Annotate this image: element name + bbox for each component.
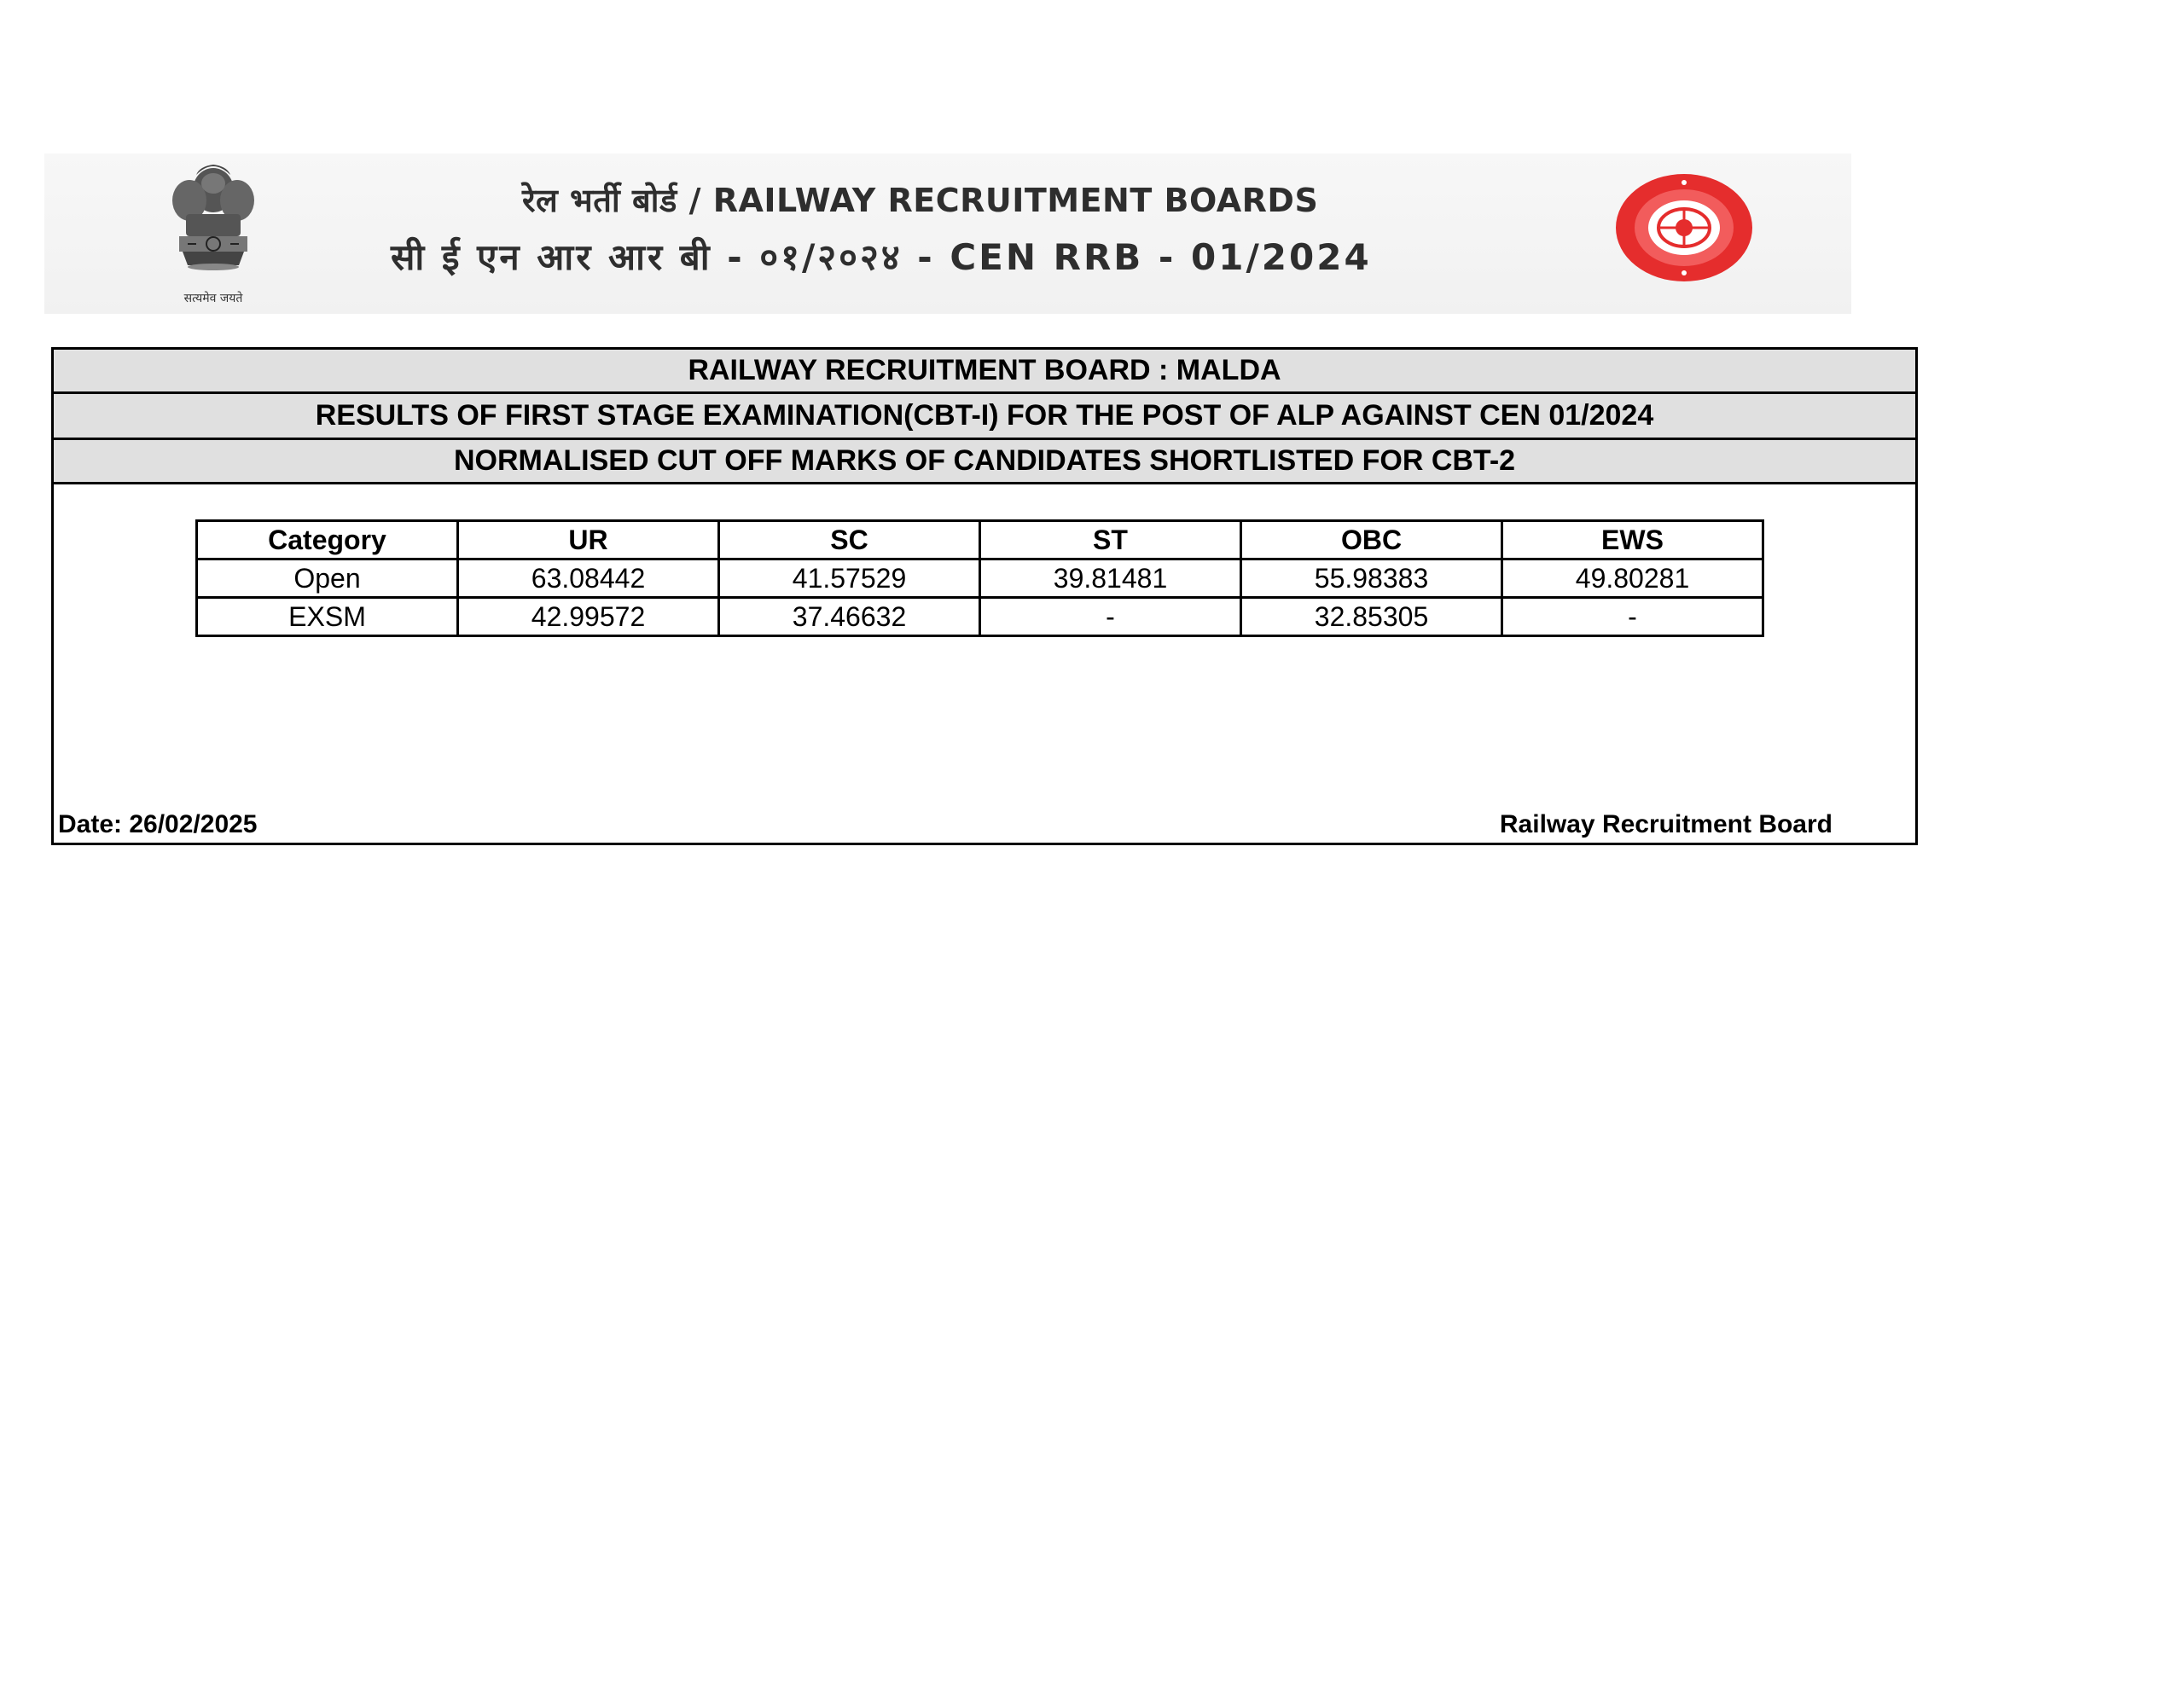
table-header-row [197,521,1763,559]
signatory: Railway Recruitment Board [1499,810,1833,838]
table-cell: 41.57529 [719,559,980,598]
table-cell: - [1502,598,1763,636]
emblem-motto: सत्यमेव जयते [183,292,243,305]
table-cell: - [980,598,1241,636]
result-frame [51,347,1918,845]
table-cell: Open [197,559,458,598]
issue-date: Date: 26/02/2025 [58,810,258,838]
column-header: UR [458,521,719,559]
national-emblem-icon [145,158,282,303]
table-cell: 42.99572 [458,598,719,636]
column-header: OBC [1241,521,1502,559]
table-cell: 39.81481 [980,559,1241,598]
column-header: ST [980,521,1241,559]
indian-railways-logo-icon [1614,172,1754,283]
table-cell: 37.46632 [719,598,980,636]
banner-subtitle: सी ई एन आर आर बी - ०१/२०२४ - CEN RRB - 01/2024 [391,236,1372,278]
banner-title-separator: / [677,182,713,219]
banner-title [522,177,1318,222]
table-row [197,559,1763,598]
column-header: Category [197,521,458,559]
column-header: SC [719,521,980,559]
board-heading: RAILWAY RECRUITMENT BOARD : MALDA [54,350,1915,394]
table-cell: EXSM [197,598,458,636]
results-heading: RESULTS OF FIRST STAGE EXAMINATION(CBT-I) FOR THE POST OF ALP AGAINST CEN 01/2024 [54,394,1915,440]
table-cell: 32.85305 [1241,598,1502,636]
table-cell: 55.98383 [1241,559,1502,598]
banner-title-english: RAILWAY RECRUITMENT BOARDS [712,182,1319,219]
column-header: EWS [1502,521,1763,559]
table-cell: 49.80281 [1502,559,1763,598]
cutoff-table [195,519,1764,637]
banner-title-hindi: रेल भर्ती बोर्ड [522,182,677,219]
cutoff-heading: NORMALISED CUT OFF MARKS OF CANDIDATES SHORTLISTED FOR CBT-2 [54,440,1915,484]
table-row [197,598,1763,636]
header-banner [44,154,1851,314]
table-cell: 63.08442 [458,559,719,598]
